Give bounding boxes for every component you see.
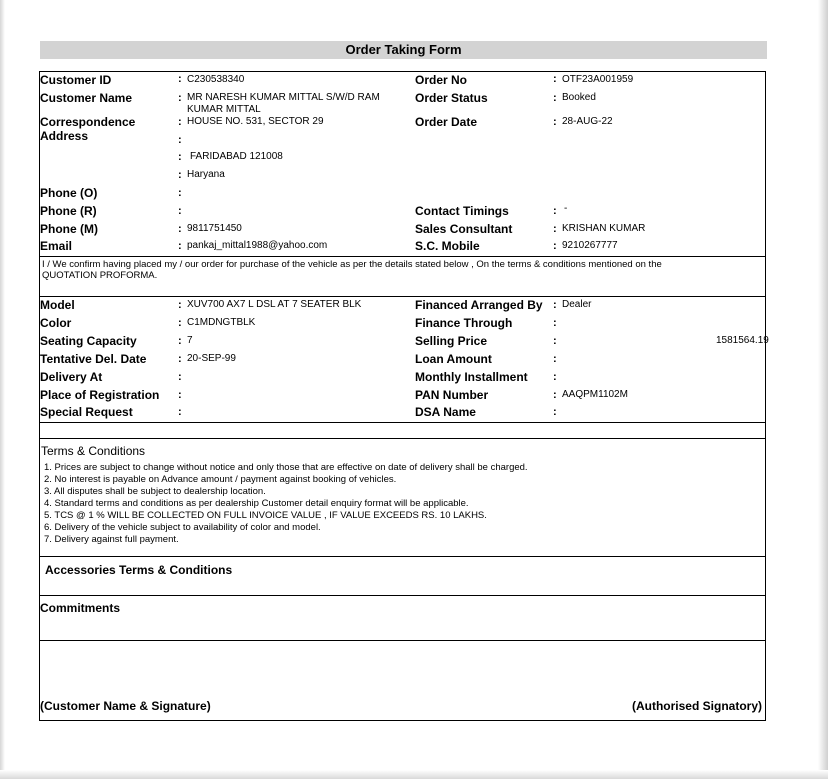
customer-name-value-line1: MR NARESH KUMAR MITTAL S/W/D RAM (187, 92, 380, 103)
order-no-value: OTF23A001959 (562, 74, 634, 85)
contact-timings-label: Contact Timings (415, 204, 509, 218)
sc-mobile-label: S.C. Mobile (415, 239, 480, 253)
order-date-value: 28-AUG-22 (562, 116, 613, 127)
commitments-heading: Commitments (40, 601, 121, 615)
colon: : (178, 240, 182, 252)
colon: : (178, 335, 182, 347)
spacer-section (39, 422, 766, 439)
colon: : (178, 406, 182, 418)
model-value: XUV700 AX7 L DSL AT 7 SEATER BLK (187, 299, 362, 310)
terms-item: 4. Standard terms and conditions as per dealership Customer detail enquiry format will be applicable. (44, 498, 469, 509)
phone-residence-label: Phone (R) (40, 204, 97, 218)
terms-item: 1. Prices are subject to change without notice and only those that are effective on date of delivery shall be charged. (44, 462, 528, 473)
colon: : (553, 335, 557, 347)
color-label: Color (40, 316, 72, 330)
colon: : (178, 317, 182, 329)
terms-item: 6. Delivery of the vehicle subject to availability of color and model. (44, 522, 321, 533)
page-shadow-left (0, 0, 5, 779)
terms-item: 2. No interest is payable on Advance amount / payment against booking of vehicles. (44, 474, 397, 485)
order-date-label: Order Date (415, 115, 478, 129)
sales-consultant-value: KRISHAN KUMAR (562, 223, 646, 234)
terms-item: 3. All disputes shall be subject to dealership location. (44, 486, 266, 497)
seating-capacity-value: 7 (187, 335, 193, 346)
customer-name-label: Customer Name (40, 91, 133, 105)
declaration-line1: I / We confirm having placed my / our order for purchase of the vehicle as per the details stated below , On the terms & conditions mentioned on the (42, 259, 662, 270)
colon: : (178, 389, 182, 401)
correspondence-label: Correspondence (40, 115, 136, 129)
address-line4: Haryana (187, 169, 225, 180)
order-status-value: Booked (562, 92, 596, 103)
pan-number-value: AAQPM1102M (562, 389, 628, 400)
signature-section (39, 640, 766, 721)
accessories-section (39, 556, 766, 596)
terms-heading: Terms & Conditions (41, 444, 146, 458)
declaration-line2: QUOTATION PROFORMA. (42, 270, 158, 281)
model-label: Model (40, 298, 75, 312)
colon: : (178, 134, 182, 146)
colon: : (553, 389, 557, 401)
declaration-section (39, 256, 766, 297)
monthly-installment-label: Monthly Installment (415, 370, 528, 384)
customer-section (39, 71, 766, 257)
customer-id-value: C230538340 (187, 74, 245, 85)
colon: : (178, 73, 182, 85)
phone-mobile-label: Phone (M) (40, 222, 98, 236)
colon: : (553, 371, 557, 383)
order-status-label: Order Status (415, 91, 488, 105)
colon: : (178, 116, 182, 128)
page-shadow-right (818, 0, 828, 779)
special-request-label: Special Request (40, 405, 133, 419)
terms-item: 5. TCS @ 1 % WILL BE COLLECTED ON FULL INVOICE VALUE , IF VALUE EXCEEDS RS. 10 LAKHS. (44, 510, 487, 521)
dsa-name-label: DSA Name (415, 405, 476, 419)
email-label: Email (40, 239, 73, 253)
place-of-registration-label: Place of Registration (40, 388, 160, 402)
colon: : (178, 169, 182, 181)
terms-section (39, 438, 766, 557)
colon: : (178, 371, 182, 383)
color-value: C1MDNGTBLK (187, 317, 256, 328)
commitments-section (39, 595, 766, 641)
colon: : (553, 317, 557, 329)
form-title: Order Taking Form (40, 41, 767, 59)
phone-office-label: Phone (O) (40, 186, 98, 200)
vehicle-section (39, 296, 769, 423)
colon: : (553, 353, 557, 365)
accessories-heading: Accessories Terms & Conditions (45, 563, 233, 577)
colon: : (553, 406, 557, 418)
email-value: pankaj_mittal1988@yahoo.com (187, 240, 328, 251)
loan-amount-label: Loan Amount (415, 352, 492, 366)
selling-price-value: 1581564.19 (716, 335, 769, 346)
terms-item: 7. Delivery against full payment. (44, 534, 179, 545)
colon: : (553, 205, 557, 217)
sc-mobile-value: 9210267777 (562, 240, 618, 251)
address-label: Address (40, 129, 89, 143)
address-line1: HOUSE NO. 531, SECTOR 29 (187, 116, 324, 127)
colon: : (178, 353, 182, 365)
financed-arranged-label: Financed Arranged By (415, 298, 543, 312)
tentative-delivery-label: Tentative Del. Date (40, 352, 147, 366)
colon: : (553, 299, 557, 311)
colon: : (178, 205, 182, 217)
customer-signature-label: (Customer Name & Signature) (40, 699, 211, 713)
selling-price-label: Selling Price (415, 334, 488, 348)
authorised-signatory-label: (Authorised Signatory) (631, 699, 762, 713)
pan-number-label: PAN Number (415, 388, 489, 402)
address-line3: FARIDABAD 121008 (190, 151, 283, 162)
colon: : (178, 223, 182, 235)
colon: : (178, 299, 182, 311)
colon: : (178, 151, 182, 163)
colon: : (553, 223, 557, 235)
colon: : (553, 240, 557, 252)
colon: : (178, 187, 182, 199)
seating-capacity-label: Seating Capacity (40, 334, 137, 348)
colon: : (553, 92, 557, 104)
colon: : (553, 116, 557, 128)
colon: : (553, 73, 557, 85)
contact-timings-value: - (564, 203, 568, 214)
finance-through-label: Finance Through (415, 316, 513, 330)
phone-mobile-value: 9811751450 (187, 223, 242, 234)
financed-arranged-value: Dealer (562, 299, 592, 310)
customer-id-label: Customer ID (40, 73, 112, 87)
sales-consultant-label: Sales Consultant (415, 222, 513, 236)
delivery-at-label: Delivery At (40, 370, 103, 384)
tentative-delivery-value: 20-SEP-99 (187, 353, 236, 364)
order-no-label: Order No (415, 73, 468, 87)
colon: : (178, 92, 182, 104)
customer-name-value-line2: KUMAR MITTAL (187, 104, 261, 115)
page-shadow-bottom (0, 770, 828, 779)
